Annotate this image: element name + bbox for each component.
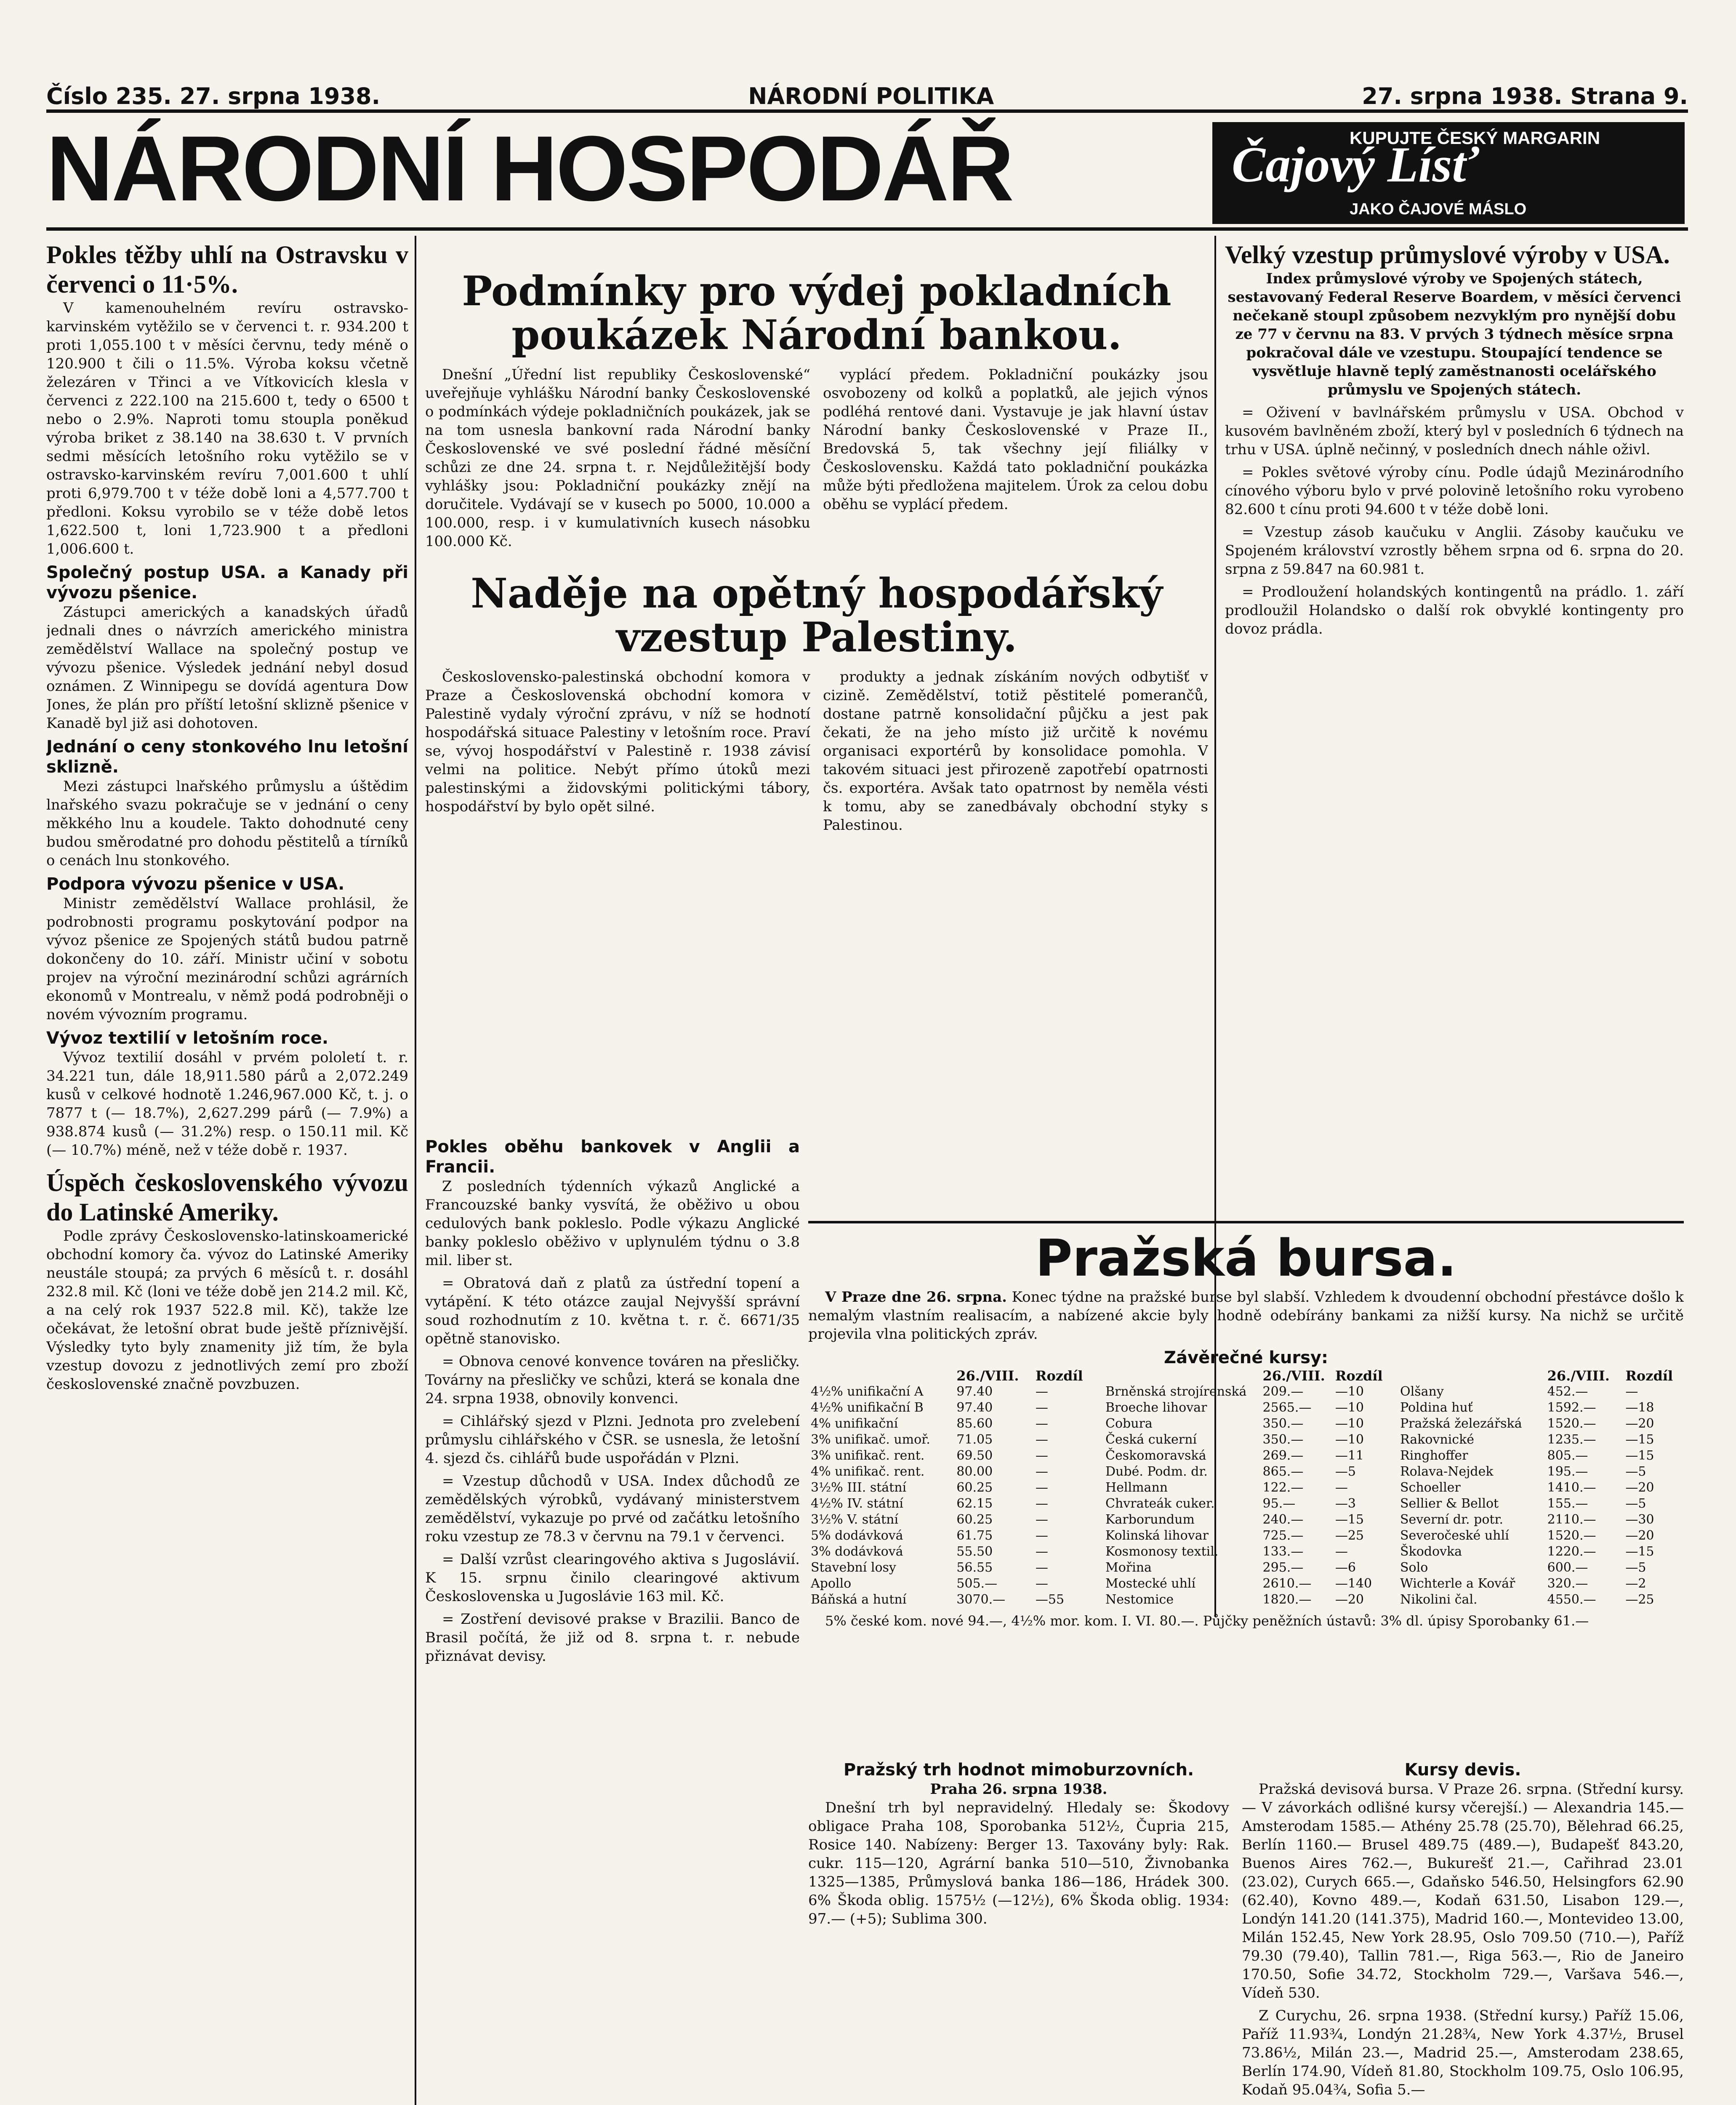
price-cell: —140 <box>1335 1576 1372 1591</box>
price-table-header: 26./VIII. <box>1547 1368 1610 1384</box>
article-headline: Jednání o ceny stonkového lnu letošní sklizně. <box>46 737 408 777</box>
section-masthead: NÁRODNÍ HOSPODÁŘ <box>46 117 1012 220</box>
price-cell: 71.05 <box>956 1432 993 1447</box>
news-item: = Vzestup důchodů v USA. Index důchodů ze zemědělských výrobků, vydávaný ministerstvem zemědělství, vykazuje po prvé od začátku letošního roku vzestup ze 78.3 v červnu na 79.1 v červenci. <box>425 1473 800 1545</box>
margarine-advert <box>1212 122 1685 224</box>
price-cell: 1820.— <box>1262 1592 1312 1607</box>
article-headline: Podpora vývozu pšenice v USA. <box>46 874 345 894</box>
price-row <box>808 1512 1094 1528</box>
article-headline: Kursy devis. <box>1404 1760 1521 1780</box>
price-cell: — <box>1335 1480 1348 1495</box>
price-cell: —5 <box>1625 1496 1646 1511</box>
price-cell: —20 <box>1625 1528 1654 1543</box>
price-cell: 3% unifikač. umoř. <box>811 1432 930 1447</box>
article-headline: Společný postup USA. a Kanady při vývozu pšenice. <box>46 563 408 602</box>
price-cell: Severní dr. potr. <box>1400 1512 1504 1527</box>
price-cell: 1520.— <box>1547 1416 1596 1431</box>
article-text-col <box>823 668 1208 839</box>
price-row <box>1398 1416 1684 1432</box>
price-row <box>1398 1576 1684 1592</box>
price-cell: 505.— <box>956 1576 998 1591</box>
price-cell: 195.— <box>1547 1464 1588 1479</box>
price-cell: Mořina <box>1105 1560 1152 1575</box>
price-cell: 350.— <box>1262 1416 1304 1431</box>
price-cell: Báňská a hutní <box>811 1592 907 1607</box>
price-cell: 865.— <box>1262 1464 1304 1479</box>
price-row <box>808 1592 1094 1608</box>
advert-line-top: KUPUJTE ČESKÝ MARGARIN <box>1350 128 1600 148</box>
price-cell: 5% dodávková <box>811 1528 903 1543</box>
price-cell: 2110.— <box>1547 1512 1596 1527</box>
price-cell: 295.— <box>1262 1560 1304 1575</box>
price-cell: 85.60 <box>956 1416 993 1431</box>
price-row <box>808 1464 1094 1480</box>
price-cell: Rakovnické <box>1400 1432 1475 1447</box>
price-cell: Rolava-Nejdek <box>1400 1464 1494 1479</box>
price-row <box>1103 1448 1389 1464</box>
price-cell: —15 <box>1625 1448 1654 1463</box>
price-cell: 62.15 <box>956 1496 993 1511</box>
article-text: Z Curychu, 26. srpna 1938. (Střední kursy.) Paříž 15.06, Paříž 11.93¾, Londýn 21.28¾, New York 4.37½, Brusel 73.86½, Milán 23.—, Madrid 25.—, Amsterodam 238.65, Berlín 174.90, Vídeň 81.80, Stockholm 109.75, Oslo 106.95, Kodaň 95.04¾, Sofia 5.— <box>1242 2007 1684 2098</box>
price-row <box>1398 1496 1684 1512</box>
price-cell: 350.— <box>1262 1432 1304 1447</box>
price-cell: Chvrateák cuker. <box>1105 1496 1215 1511</box>
price-row <box>1103 1496 1389 1512</box>
article-text-col <box>425 365 810 555</box>
price-cell: —2 <box>1625 1576 1646 1591</box>
article-headline: Naděje na opětný hospodářský vzestup Palestiny. <box>471 570 1163 661</box>
news-item: = Pokles světové výroby cínu. Podle údajů Mezinárodního cínového výboru bylo v prvé polovině letošního roku vyrobeno 82.600 t cínu proti 94.600 t v téže době loni. <box>1225 464 1684 518</box>
article-headline: Pokles těžby uhlí na Ostravsku v červenci o 11·5%. <box>46 241 408 298</box>
price-cell: — <box>1035 1384 1048 1399</box>
price-cell: Škodovka <box>1400 1544 1462 1559</box>
price-cell: Kosmonosy textil. <box>1105 1544 1219 1559</box>
news-item: = Oživení v bavlnářském průmyslu v USA. Obchod v kusovém bavlněném zboží, který byl v posledních 6 týdnech na trhu v USA. úplně nečinný, v posledních dnech náhle oživl. <box>1225 404 1684 458</box>
currency-column <box>1242 1760 1684 2105</box>
price-cell: Schoeller <box>1400 1480 1461 1495</box>
price-cell: 2610.— <box>1262 1576 1312 1591</box>
price-cell: 4% unifikač. rent. <box>811 1464 925 1479</box>
price-cell: 3½% V. státní <box>811 1512 899 1527</box>
price-cell: Nikolini čal. <box>1400 1592 1478 1607</box>
news-item: = Vzestup zásob kaučuku v Anglii. Zásoby kaučuku ve Spojeném království vzrostly během srpna od 6. srpna do 20. srpna z 59.847 na 60.981 t. <box>1225 524 1684 578</box>
price-row <box>1103 1416 1389 1432</box>
price-cell: —5 <box>1335 1464 1356 1479</box>
article-headline: Vývoz textilií v letošním roce. <box>46 1029 329 1048</box>
price-cell: —10 <box>1335 1384 1364 1399</box>
issue-number: Číslo 235. 27. srpna 1938. <box>46 83 381 109</box>
price-cell: 1220.— <box>1547 1544 1596 1559</box>
article-lead: Index průmyslové výroby ve Spojených státech, sestavovaný Federal Reserve Boardem, v měsíci červenci nečekaně stoupl způsobem nezvyklým pro nynější dobu ze 77 v červnu na 83. V prvých 3 týdnech měsíce srpna pokračoval dále ve vzestupu. Stoupající tendence se vysvětluje hlavně teplý zaměstnanosti ocelářského průmyslu ve Spojených státech. <box>1227 270 1681 398</box>
article-text: Podle zprávy Československo-latinskoamerické obchodní komory ča. vývoz do Latinské Ameriky neustále stoupá; za prvých 6 měsíců t. r. dosáhl 232.8 mil. Kč (loni ve téže době jen 214.2 mil. Kč, a na celý rok 1937 522.8 mil. Kč), takže lze očekávat, že letošní obrat bude ještě příznivější. Výsledky tyto byly znamenity již tím, že byla vzestup dovozu z jednotlivých zemí pro zboží československé značně povzbuzen. <box>46 1228 408 1393</box>
price-cell: 69.50 <box>956 1448 993 1463</box>
article-text: Ministr zemědělství Wallace prohlásil, že podrobnosti programu poskytování podpor na vývoz pšenice ze Spojených států budou patrně dokončeny do 10. září. Ministr učiní v sobotu projev na výroční mezinárodní schůzi agrárních ekonomů v Montrealu, v němž podá podrobněji o novém vývozním programu. <box>46 895 408 1023</box>
price-row <box>808 1576 1094 1592</box>
price-cell: Českomoravská <box>1105 1448 1206 1463</box>
price-cell: 269.— <box>1262 1448 1304 1463</box>
price-table-header: Rozdíl <box>1035 1368 1083 1384</box>
price-row <box>1103 1512 1389 1528</box>
price-table-header <box>808 1368 954 1384</box>
price-cell: Brněnská strojírenská <box>1105 1384 1247 1399</box>
article-headline: Podmínky pro výdej pokladních poukázek Národní bankou. <box>462 269 1172 359</box>
price-cell: 60.25 <box>956 1480 993 1495</box>
price-cell: 3% unifikač. rent. <box>811 1448 925 1463</box>
news-item: = Cihlářský sjezd v Plzni. Jednota pro zvelebení průmyslu cihlářského v ČSR. se usnesla, že letošní 4. sjezd čs. cihlářů bude uspořádán v Plzni. <box>425 1413 800 1467</box>
price-cell: — <box>1035 1464 1048 1479</box>
price-cell: Nestomice <box>1105 1592 1174 1607</box>
price-cell: —20 <box>1625 1480 1654 1495</box>
price-cell: Broeche lihovar <box>1105 1400 1207 1415</box>
news-item: = Další vzrůst clearingového aktiva s Jugoslávií. K 15. srpnu činilo clearingové aktivum Československa u Jugoslávie 163 mil. Kč. <box>425 1551 800 1605</box>
price-cell: Severočeské uhlí <box>1400 1528 1509 1543</box>
price-cell: 725.— <box>1262 1528 1304 1543</box>
price-cell: Ringhoffer <box>1400 1448 1468 1463</box>
price-row <box>1103 1560 1389 1576</box>
price-cell: 805.— <box>1547 1448 1588 1463</box>
price-row <box>1103 1576 1389 1592</box>
price-cell: — <box>1035 1560 1048 1575</box>
price-row <box>808 1416 1094 1432</box>
price-cell: — <box>1035 1432 1048 1447</box>
article-headline: Pražský trh hodnot mimoburzovních. <box>843 1760 1194 1780</box>
article-text: Československo-palestinská obchodní komora v Praze a Československá obchodní komora v Palestině vydaly výroční zprávu, v níž se hodnotí hospodářská situace Palestiny v letošním roce. Praví se, vývoj hospodářství v Palestině r. 1938 závisí velmi na politice. Nebýt přímo útoků mezi palestinskými a židovskými politickými tábory, hospodářství by bylo opět silné. <box>425 669 810 815</box>
price-cell: —15 <box>1335 1512 1364 1527</box>
price-cell: 4½% unifikační B <box>811 1400 924 1415</box>
price-cell: — <box>1035 1496 1048 1511</box>
price-row <box>1103 1464 1389 1480</box>
price-cell: —55 <box>1035 1592 1065 1607</box>
bursa-dateline: V Praze dne 26. srpna. <box>825 1289 1007 1306</box>
price-cell: Poldina huť <box>1400 1400 1473 1415</box>
price-cell: —25 <box>1625 1592 1654 1607</box>
price-cell: —5 <box>1625 1560 1646 1575</box>
article-text-col <box>425 668 810 839</box>
price-cell: 4½% unifikační A <box>811 1384 924 1399</box>
price-row <box>1398 1400 1684 1416</box>
advert-line-bottom: JAKO ČAJOVÉ MÁSLO <box>1350 200 1527 218</box>
price-cell: — <box>1035 1528 1048 1543</box>
article-text: Mezi zástupci lnařského průmyslu a úštědim lnařského svazu pokračuje se v jednání o ceny měkkého lnu a koudele. Takto dohodnuté ceny budou směrodatné pro dohodu pěstitelů a tírníků o cenách lnu stonkového. <box>46 778 408 869</box>
price-cell: 133.— <box>1262 1544 1304 1559</box>
article-date: Praha 26. srpna 1938. <box>930 1781 1108 1798</box>
article-text: Zástupci amerických a kanadských úřadů jednali dnes o návrzích amerického ministra zemědělství Wallace na společný postup ve vývozu pšenice. Výsledek jednání nebyl dosud oznámen. Z Winnipegu se dovídá agentura Dow Jones, že plán pro příští letošní sklizně pšenice v Kanadě byl již asi dohotoven. <box>46 604 408 732</box>
price-cell: — <box>1035 1400 1048 1415</box>
price-cell: 1410.— <box>1547 1480 1596 1495</box>
closing-prices-title: Závěrečné kursy: <box>1164 1348 1328 1367</box>
price-table <box>1398 1368 1684 1608</box>
article-text: Dnešní trh byl nepravidelný. Hledaly se: Škodovy obligace Praha 108, Sporobanka 512½, Čupria 215, Rosice 140. Nabízeny: Berger 13. Taxovány byly: Rak. cukr. 115—120, Agrární banka 510—510, Živnobanka 1325—1385, Průmyslová banka 186—186, Hrádek 300. 6% Škoda oblig. 1575½ (—12½), 6% Škoda oblig. 1934: 97.— (+5); Sublima 300. <box>808 1799 1229 1927</box>
price-row <box>1398 1464 1684 1480</box>
price-cell: Apollo <box>811 1576 852 1591</box>
price-cell: —15 <box>1625 1432 1654 1447</box>
price-cell: Solo <box>1400 1560 1428 1575</box>
price-cell: —18 <box>1625 1400 1654 1415</box>
price-cell: — <box>1035 1480 1048 1495</box>
price-cell: — <box>1035 1448 1048 1463</box>
price-table-header: Rozdíl <box>1625 1368 1673 1384</box>
advert-brand: Čajový Lísť <box>1232 136 1479 192</box>
price-row <box>1398 1560 1684 1576</box>
price-cell: —11 <box>1335 1448 1364 1463</box>
bursa-divider <box>808 1221 1684 1223</box>
bursa-intro: Konec týdne na pražské burse byl slabší. Vzhledem k dvoudenní obchodní přestávce došlo k nemalým vlastním realisacím, a nabízené akcie byly hodně odebírány bankami za nižší kursy. Na nichž se určitě projevila vlna politických zpráv. <box>808 1289 1684 1343</box>
price-cell: —20 <box>1335 1592 1364 1607</box>
price-row <box>808 1432 1094 1448</box>
price-table-column <box>1398 1368 1684 1608</box>
article-headline: Pokles oběhu bankovek v Anglii a Francii. <box>425 1137 800 1177</box>
price-cell: Česká cukerní <box>1105 1432 1197 1447</box>
market-column <box>808 1760 1229 2105</box>
price-cell: — <box>1035 1576 1048 1591</box>
price-table-column <box>1103 1368 1389 1608</box>
price-cell: 4% unifikační <box>811 1416 898 1431</box>
price-table-column <box>808 1368 1094 1608</box>
article-text: vyplácí předem. Pokladniční poukázky jsou osvobozeny od kolků a poplatků, ale jejich výnos podléhá rentové dani. Vystavuje je jak hlavní ústav Národní banky Československé v Praze II., Bredovská 5, tak všechny její filiálky v Československu. Každá tato pokladniční poukázka může býti předložena majitelem. Úrok za celou dobu oběhu se vyplácí předem. <box>823 366 1208 513</box>
price-cell: 209.— <box>1262 1384 1304 1399</box>
column-divider-1 <box>415 236 416 2105</box>
article-text: V kamenouhelném revíru ostravsko-karvinském vytěžilo se v červenci t. r. 934.200 t proti 1,055.100 t v měsíci červnu, tedy méně o 120.900 t čili o 11.5%. Výroba koksu včetně železáren v Třinci a ve Vítkovicích klesla v červenci z 222.100 na 215.600 t, tedy o 6500 t nebo o 2.9%. Naproti tomu stoupla poněkud výroba briket z 38.140 na 38.630 t. V prvních sedmi měsících letošního roku vytěžilo se v ostravsko-karvinském revíru 7,001.600 t uhlí proti 6,979.700 t v téže době loni a 4,577.700 t předloni. Koksu vyrobilo se v téže době letos 1,622.500 t, loni 1,723.900 t a předloni 1,006.600 t. <box>46 300 408 557</box>
price-cell: Dubé. Podm. dr. <box>1105 1464 1208 1479</box>
price-row <box>1398 1544 1684 1560</box>
price-cell: 122.— <box>1262 1480 1304 1495</box>
price-cell: Pražská železářská <box>1400 1416 1522 1431</box>
price-cell: 452.— <box>1547 1384 1588 1399</box>
closing-prices-tables <box>808 1368 1684 1608</box>
paper-name: NÁRODNÍ POLITIKA <box>748 83 994 109</box>
article-text: Pražská devisová bursa. V Praze 26. srpna. (Střední kursy. — V závorkách odlišné kursy včerejší.) — Alexandria 145.— Amsterodam 1585.— Athény 25.78 (25.70), Bělehrad 66.25, Berlín 1160.— Brusel 489.75 (489.—), Budapešť 843.20, Buenos Aires 762.—, Bukurešť 21.—, Cařihrad 23.01 (23.02), Curych 665.—, Gdaňsko 546.50, Helsingfors 62.90 (62.40), Kovno 489.—, Kodaň 631.50, Lisabon 129.—, Londýn 141.20 (141.375), Madrid 160.—, Montevideo 13.00, Milán 152.45, New York 28.95, Oslo 709.50 (710.—), Paříž 79.30 (79.40), Tallin 781.—, Riga 563.—, Rio de Janeiro 170.50, Sofie 34.72, Stockholm 729.—, Varšava 546.—, Vídeň 530. <box>1242 1781 1684 2001</box>
price-cell: 3% dodávková <box>811 1544 903 1559</box>
price-cell: 240.— <box>1262 1512 1304 1527</box>
price-row <box>1398 1480 1684 1496</box>
price-cell: 1520.— <box>1547 1528 1596 1543</box>
price-cell: 95.— <box>1262 1496 1296 1511</box>
price-row <box>808 1560 1094 1576</box>
price-cell: 4½% IV. státní <box>811 1496 903 1511</box>
price-cell: 56.55 <box>956 1560 993 1575</box>
price-cell: —20 <box>1625 1416 1654 1431</box>
price-row <box>1398 1432 1684 1448</box>
price-cell: Karborundum <box>1105 1512 1195 1527</box>
article-text-col <box>823 365 1208 555</box>
price-cell: — <box>1035 1416 1048 1431</box>
price-cell: 320.— <box>1547 1576 1588 1591</box>
price-cell: 2565.— <box>1262 1400 1312 1415</box>
price-cell: — <box>1035 1512 1048 1527</box>
price-row <box>808 1480 1094 1496</box>
price-cell: 61.75 <box>956 1528 993 1543</box>
news-item: = Obratová daň z platů za ústřední topení a vytápění. K této otázce zaujal Nejvyšší správní soud rozhodnutím z 10. května t. r. č. 6671/35 opětně stanovisko. <box>425 1275 800 1347</box>
price-cell: Cobura <box>1105 1416 1153 1431</box>
price-cell: 55.50 <box>956 1544 993 1559</box>
stock-exchange-section <box>808 1229 1684 1735</box>
price-cell: —10 <box>1335 1416 1364 1431</box>
price-row <box>1398 1512 1684 1528</box>
price-cell: Hellmann <box>1105 1480 1168 1495</box>
price-table-header: 26./VIII. <box>1262 1368 1325 1384</box>
article-text: produkty a jednak získáním nových odbytišť v cizině. Zemědělství, totiž pěstitelé pomerančů, dostane patrně konsolidační půjčku a jest pak čekati, že na jeho místo již určitě k novému organisaci exportérů by konsolidace pomohla. V takovém situaci jest přirozeně zapotřebí opatrnosti čs. exportéra. Avšak tato opatrnost by neměla vésti k tomu, aby se zanedbávaly obchodní styky s Palestinou. <box>823 669 1208 834</box>
price-cell: —25 <box>1335 1528 1364 1543</box>
price-cell: 3070.— <box>956 1592 1006 1607</box>
article-headline: Úspěch československého vývozu do Latinské Ameriky. <box>46 1169 408 1226</box>
page-header <box>46 72 1688 113</box>
price-row <box>1398 1528 1684 1544</box>
price-cell: 1592.— <box>1547 1400 1596 1415</box>
article-headline: Velký vzestup průmyslové výroby v USA. <box>1225 241 1670 269</box>
price-table <box>1103 1368 1389 1608</box>
bursa-note: 5% české kom. nové 94.—, 4½% mor. kom. I. VI. 80.—. Půjčky peněžních ústavů: 3% dl. úpisy Sporobanky 61.— <box>825 1613 1589 1629</box>
article-text: Dnešní „Úřední list republiky Československé“ uveřejňuje vyhlášku Národní banky Československé o podmínkách výdeje pokladničních poukázek, jak se na tom usnesla bankovní rada Národní banky Československé ve své poslední řádné měsíční schůzi ze dne 24. srpna t. r. Nejdůležitější body vyhlášky jsou: Pokladniční poukázky znějí na doručitele. Vydávají se v kusech po 5000, 10.000 a 100.000, resp. i v kumulativních kusech násobku 100.000 Kč. <box>425 366 810 550</box>
article-text: Vývoz textilií dosáhl v prvém pololetí t. r. 34.221 tun, dále 18,911.580 párů a 2,072.249 kusů v celkové hodnotě 1.246,967.000 Kč, t. j. o 7877 t (— 18.7%), 2,627.299 párů (— 7.9%) a 938.874 kusů (— 31.2%) resp. o 150.11 mil. Kč (— 10.7%) méně, než v téže době r. 1937. <box>46 1049 408 1159</box>
price-cell: Wichterle a Kovář <box>1400 1576 1515 1591</box>
news-item: = Obnova cenové konvence továren na přesličky. Továrny na přesličky ve schůzi, která se konala dne 24. srpna 1938, obnovily konvenci. <box>425 1353 800 1407</box>
news-item: = Zostření devisové prakse v Brazilii. Banco de Brasil počítá, že již od 8. srpna t. r. nebude přiznávat devisy. <box>425 1611 800 1665</box>
date-page: 27. srpna 1938. Strana 9. <box>1362 83 1688 109</box>
price-table-header <box>1398 1368 1545 1384</box>
price-table-header: Rozdíl <box>1335 1368 1383 1384</box>
price-cell: — <box>1335 1544 1348 1559</box>
price-cell: 97.40 <box>956 1384 993 1399</box>
price-row <box>1103 1432 1389 1448</box>
price-cell: —15 <box>1625 1544 1654 1559</box>
article-text: Z posledních týdenních výkazů Anglické a Francouzské banky vysvítá, že oběživo u obou cedulových bank pokleslo. Podle výkazu Anglické banky pokleslo oběživo v uplynulém týdnu o 3.8 mil. liber st. <box>425 1178 800 1269</box>
price-table <box>808 1368 1094 1608</box>
price-row <box>1103 1384 1389 1400</box>
price-cell: 155.— <box>1547 1496 1588 1511</box>
price-table-header <box>1103 1368 1260 1384</box>
price-row <box>1103 1592 1389 1608</box>
price-row <box>808 1400 1094 1416</box>
price-cell: 97.40 <box>956 1400 993 1415</box>
price-cell: —3 <box>1335 1496 1356 1511</box>
price-cell: —10 <box>1335 1432 1364 1447</box>
price-row <box>1398 1592 1684 1608</box>
price-row <box>1103 1528 1389 1544</box>
price-cell: 3½% III. státní <box>811 1480 907 1495</box>
price-row <box>808 1384 1094 1400</box>
price-row <box>808 1448 1094 1464</box>
price-table-header: 26./VIII. <box>956 1368 1019 1384</box>
price-row <box>808 1496 1094 1512</box>
price-cell: Kolinská lihovar <box>1105 1528 1209 1543</box>
price-cell: 4550.— <box>1547 1592 1596 1607</box>
column-left <box>46 240 408 2105</box>
price-row <box>1398 1448 1684 1464</box>
price-cell: — <box>1625 1384 1638 1399</box>
masthead-divider <box>46 227 1688 231</box>
price-cell: 60.25 <box>956 1512 993 1527</box>
price-cell: Olšany <box>1400 1384 1444 1399</box>
price-cell: —5 <box>1625 1464 1646 1479</box>
price-cell: — <box>1035 1544 1048 1559</box>
price-cell: Sellier & Bellot <box>1400 1496 1499 1511</box>
price-cell: —10 <box>1335 1400 1364 1415</box>
price-row <box>808 1528 1094 1544</box>
price-row <box>808 1544 1094 1560</box>
price-cell: —6 <box>1335 1560 1356 1575</box>
bursa-title: Pražská bursa. <box>1035 1229 1457 1288</box>
price-row <box>1103 1400 1389 1416</box>
price-cell: Stavební losy <box>811 1560 896 1575</box>
price-row <box>1103 1480 1389 1496</box>
price-cell: 80.00 <box>956 1464 993 1479</box>
price-cell: 600.— <box>1547 1560 1588 1575</box>
price-cell: —30 <box>1625 1512 1654 1527</box>
news-item: = Prodloužení holandských kontingentů na prádlo. 1. září prodloužil Holandsko o další rok obvyklé kontingenty pro dovoz prádla. <box>1225 584 1684 637</box>
price-cell: Mostecké uhlí <box>1105 1576 1196 1591</box>
price-row <box>1398 1384 1684 1400</box>
column-center-lower <box>425 1137 800 2105</box>
price-cell: 1235.— <box>1547 1432 1596 1447</box>
price-row <box>1103 1544 1389 1560</box>
